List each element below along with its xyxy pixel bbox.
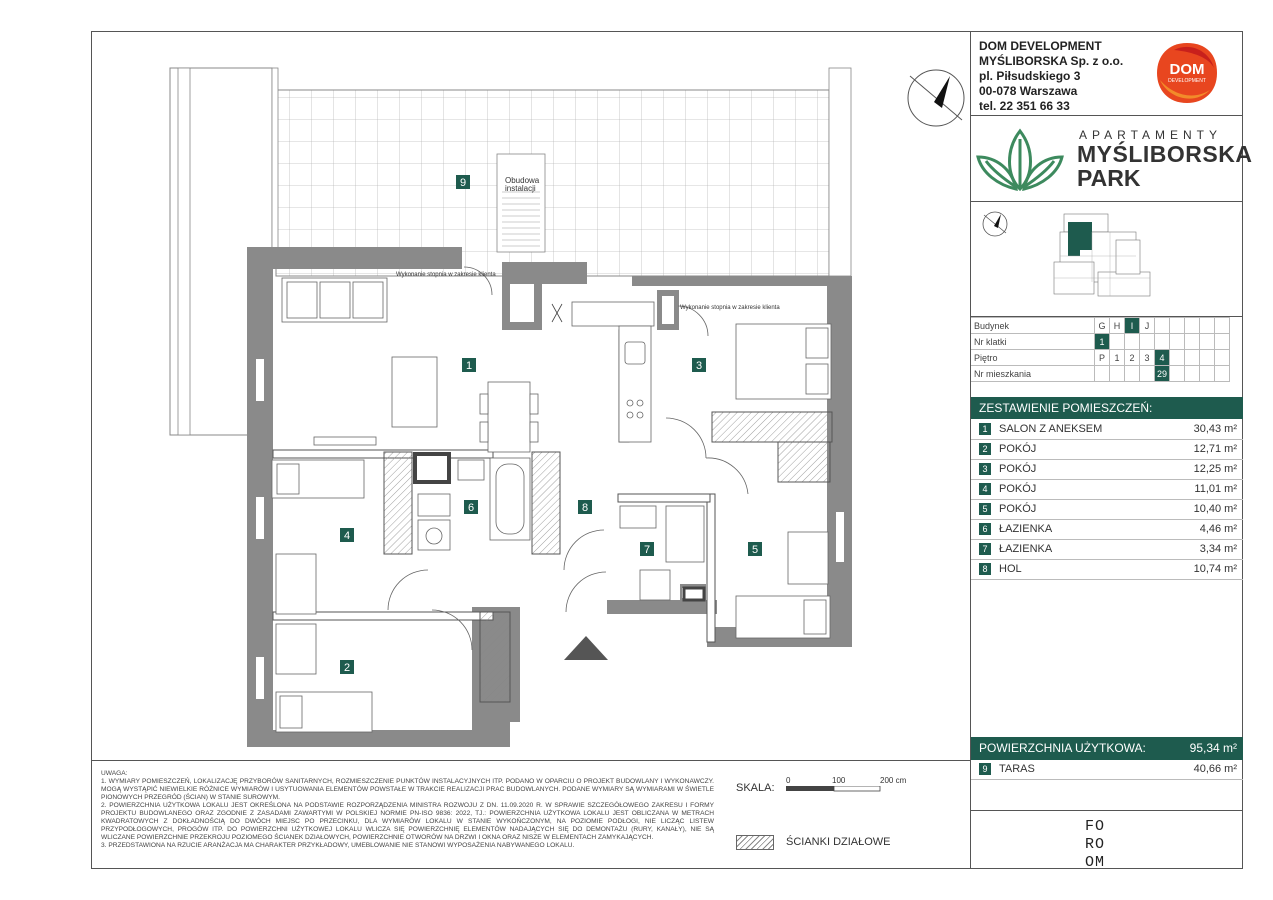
- note-1: 1. WYMIARY POMIESZCZEŃ, LOKALIZACJĘ PRZYBORÓW SANITARNYCH, ROZMIESZCZENIE PUNKTÓW INSTALACYJNYCH ITP. PODANO W OPARCIU O PROJEKT BUDOWLANY I WYKONAWCZY. MOGĄ WYSTĄPIĆ NIEWIELKIE RÓŻNICE WYMIARÓW I USYTUOWANIA ELEMENTÓW POWSTAŁE W TRAKCIE REALIZACJI PRAC BUDOWLANYCH. PODANE WYMIARY SĄ WYMIARAMI W ŚWIETLE PIONOWYCH PRZEGRÓD (ŚCIAN) W STANIE SUROWYM.: [101, 778, 714, 801]
- stair-label: Nr klatki: [971, 334, 1095, 350]
- developer-company: MYŚLIBORSKA Sp. z o.o.: [979, 54, 1124, 68]
- project-name-line3: PARK: [1077, 165, 1141, 191]
- rooms-header: ZESTAWIENIE POMIESZCZEŃ:: [971, 397, 1243, 419]
- apartment-row: [971, 366, 1230, 382]
- project-name-line2: MYŚLIBORSKA: [1077, 141, 1253, 167]
- compass-small-icon: [983, 212, 1007, 236]
- building-key-plan: [980, 206, 1242, 310]
- svg-text:1: 1: [465, 360, 473, 372]
- kitchen: [552, 302, 654, 442]
- dom-development-logo: [1154, 40, 1220, 106]
- panel-line: [971, 115, 1243, 116]
- floor-option: P: [1095, 350, 1110, 366]
- foroom-logo: FO RO OM: [1085, 818, 1106, 871]
- svg-text:3: 3: [695, 360, 703, 372]
- floor-option: 1: [1110, 350, 1125, 366]
- building-row: [971, 318, 1230, 334]
- scale-bar: [786, 786, 882, 792]
- panel-line: [971, 810, 1243, 811]
- entrance-arrow: [564, 636, 608, 660]
- usable-area-bar: [971, 737, 1243, 760]
- room-row: 6 ŁAZIENKA 4,46 m²: [971, 520, 1243, 540]
- room-row: 5 POKÓJ 10,40 m²: [971, 500, 1243, 520]
- usable-area-label: POWIERZCHNIA UŻYTKOWA:: [979, 741, 1146, 755]
- developer-name: DOM DEVELOPMENT: [979, 39, 1102, 53]
- usable-area-value: 95,34 m²: [1189, 741, 1237, 755]
- building-option-selected: I: [1125, 318, 1140, 334]
- floor-option: 3: [1140, 350, 1155, 366]
- notes-divider: [91, 760, 971, 761]
- room-row: 7 ŁAZIENKA 3,34 m²: [971, 540, 1243, 560]
- partition-legend-swatch: [736, 835, 774, 850]
- floor-label: Piętro: [971, 350, 1095, 366]
- building-option: J: [1140, 318, 1155, 334]
- apartment-number: 29: [1155, 366, 1170, 382]
- casing-label: Obudowa instalacji: [505, 176, 540, 193]
- note-2: 2. POWIERZCHNIA UŻYTKOWA LOKALU JEST OKREŚLONA NA PODSTAWIE ROZPORZĄDZENIA MINISTRA ROZWOJU Z DN. 11.09.2020 R. W SPRAWIE SZCZEGÓŁOWEGO ZAKRESU I FORMY PROJEKTU BUDOWLANEGO ORAZ ZGODNIE Z ZASADAMI ZAWARTYMI W POLSKIEJ NORMIE PN-ISO 9836: 2022, TJ.: POWIERZCHNIA UŻYTKOWA LOKALU JEST OBLICZANA W METRACH KWADRATOWYCH Z DOKŁADNOŚCIĄ DO DWÓCH MIEJSC PO PRZECINKU, DLA WYMIARÓW LOKALU W STANIE WYKOŃCZONYM, NA POZIOMIE PODŁOGI, NIE LICZĄC LISTEW PRZYPODŁOGOWYCH, PROGÓW ITP. DO POWIERZCHNI UŻYTKOWEJ LOKALU WLICZA SIĘ POWIERZCHNIĘ ELEMENTÓW NADAJĄCYCH SIĘ DO DEMONTAŻU (RURY, KANAŁY), NIE SĄ WLICZANE POWIERZCHNIE PRZEKROJU POZIOMEGO ŚCIANEK DZIAŁOWYCH, POWIERZCHNIE OTWORÓW NA DRZWI I OKNA ORAZ NISZE W ELEMENTACH ZAMYKAJĄCYCH.: [101, 802, 714, 841]
- unit-info-table: [971, 317, 1230, 382]
- svg-text:8: 8: [581, 502, 589, 514]
- room-row: 2 POKÓJ 12,71 m²: [971, 440, 1243, 460]
- scale-label: SKALA:: [736, 782, 775, 794]
- room-row: 4 POKÓJ 11,01 m²: [971, 480, 1243, 500]
- developer-city: 00-078 Warszawa: [979, 84, 1078, 98]
- building-option: G: [1095, 318, 1110, 334]
- developer-address: [979, 39, 1123, 114]
- developer-street: pl. Piłsudskiego 3: [979, 69, 1081, 83]
- svg-text:6: 6: [467, 502, 475, 514]
- terrace-row: 9 TARAS 40,66 m²: [971, 760, 1243, 780]
- room-row: 1 SALON Z ANEKSEM 30,43 m²: [971, 420, 1243, 440]
- scale-tick-0: 0: [786, 776, 791, 785]
- notes-block: [101, 770, 714, 850]
- floor-row: [971, 350, 1230, 366]
- leaf-logo-icon: [976, 127, 1064, 193]
- stair-row: [971, 334, 1230, 350]
- building-label: Budynek: [971, 318, 1095, 334]
- svg-text:4: 4: [343, 530, 351, 542]
- step-label-1: Wykonanie stopnia w zakresie klienta: [396, 272, 496, 278]
- floor-option: 2: [1125, 350, 1140, 366]
- compass-icon: [908, 70, 964, 126]
- svg-text:9: 9: [459, 177, 467, 189]
- scale-tick-100: 100: [832, 776, 846, 785]
- room-row: 8 HOL 10,74 m²: [971, 560, 1243, 580]
- developer-phone: tel. 22 351 66 33: [979, 99, 1070, 113]
- stair-value: 1: [1095, 334, 1110, 350]
- svg-text:2: 2: [343, 662, 351, 674]
- notes-title: UWAGA:: [101, 770, 128, 777]
- panel-line: [971, 201, 1243, 202]
- svg-text:5: 5: [751, 544, 759, 556]
- scale-tick-200: 200 cm: [880, 776, 907, 785]
- floor-plan: [92, 32, 970, 759]
- logo-text-development: DEVELOPMENT: [1168, 78, 1206, 84]
- building-option: H: [1110, 318, 1125, 334]
- rooms-list: [971, 420, 1243, 580]
- logo-text-dom: DOM: [1169, 61, 1205, 78]
- terrace-list: [971, 760, 1243, 780]
- floor-option-selected: 4: [1155, 350, 1170, 366]
- apartment-label: Nr mieszkania: [971, 366, 1095, 382]
- svg-text:7: 7: [643, 544, 651, 556]
- project-name-line1: APARTAMENTY: [1079, 128, 1223, 142]
- room-row: 3 POKÓJ 12,25 m²: [971, 460, 1243, 480]
- partition-legend-label: ŚCIANKI DZIAŁOWE: [786, 836, 891, 848]
- step-label-2: Wykonanie stopnia w zakresie klienta: [680, 305, 780, 311]
- note-3: 3. PRZEDSTAWIONA NA RZUCIE ARANŻACJA MA CHARAKTER PRZYKŁADOWY, UMEBLOWANIE NIE STANOWI WYPOSAŻENIA NABYWANEGO LOKALU.: [101, 842, 575, 849]
